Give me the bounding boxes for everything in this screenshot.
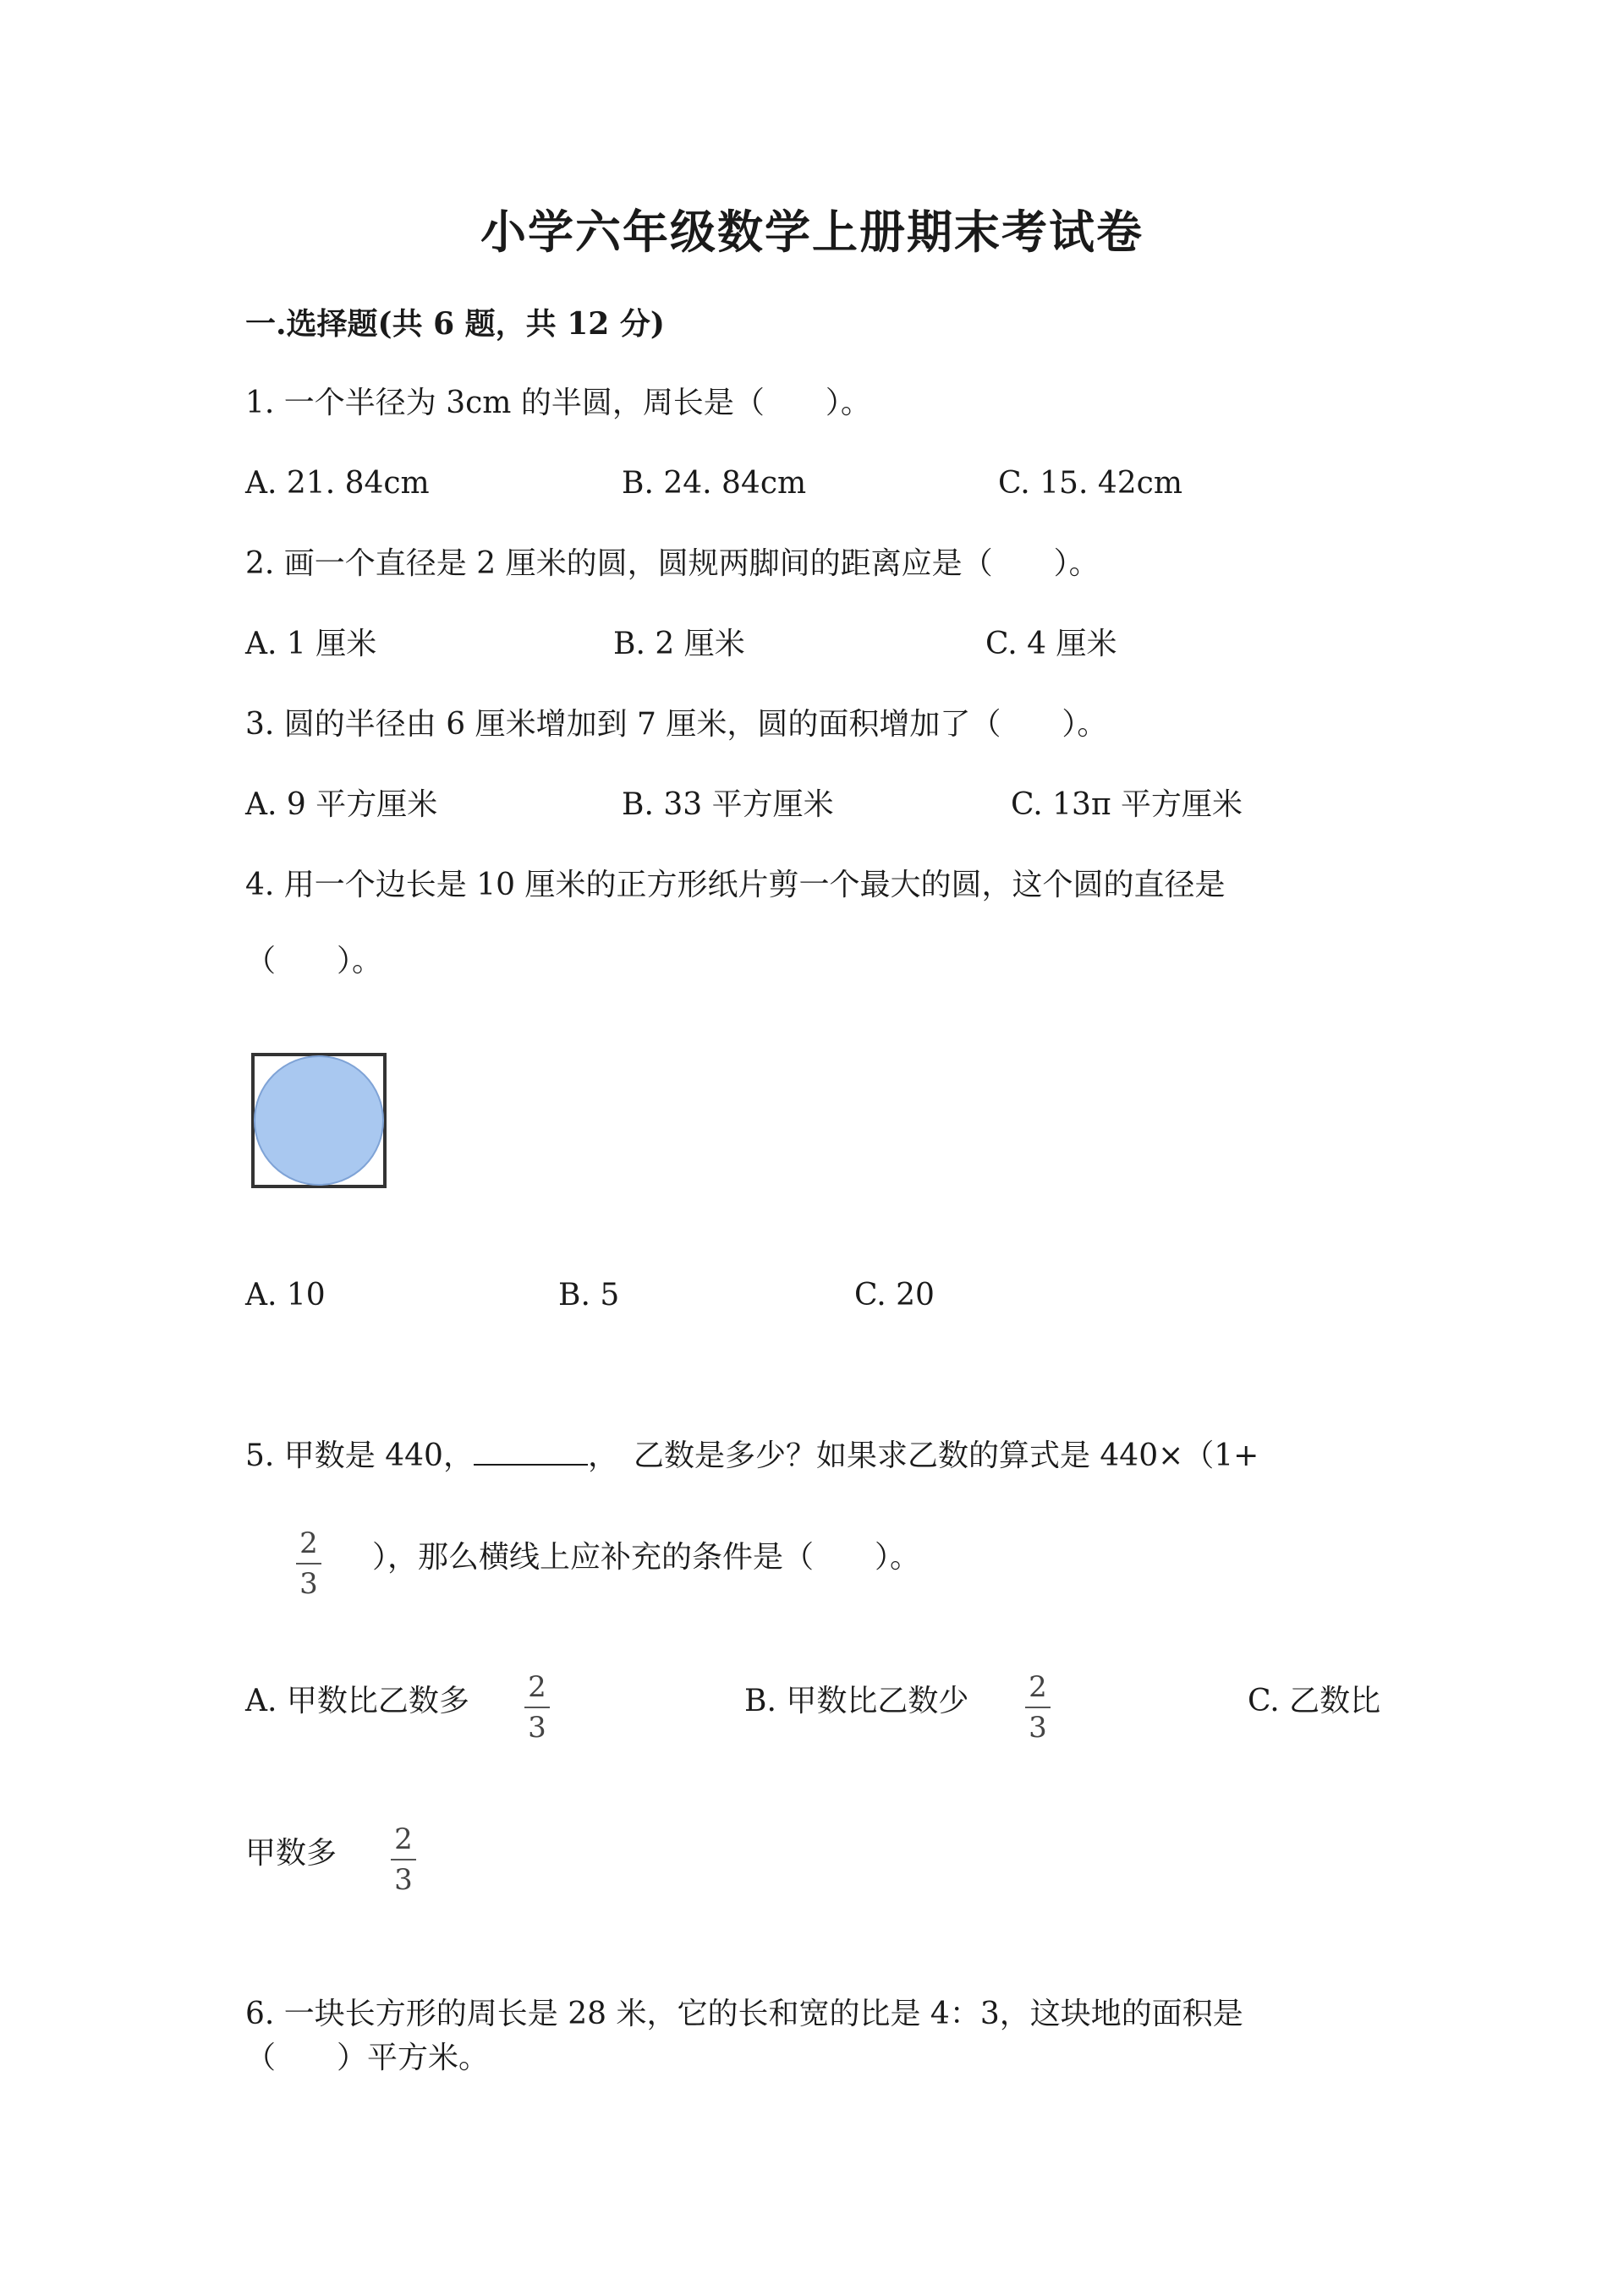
circle-in-square-svg [251, 1053, 388, 1190]
question-5-option-c: C. 乙数比 [1248, 1684, 1381, 1718]
question-5-stem-line1 [245, 1438, 1259, 1475]
option-b-fraction [1025, 1670, 1051, 1745]
question-5-option-c-continued: 甲数多 [245, 1836, 337, 1871]
question-5-stem-part1: 5. 甲数是 440， [245, 1438, 474, 1473]
question-6-stem-line2: （ ）平方米。 [245, 2041, 490, 2075]
option-c-fraction [391, 1822, 416, 1897]
question-3-stem: 3. 圆的半径由 6 厘米增加到 7 厘米，圆的面积增加了（ ）。 [245, 707, 1108, 742]
option-a-fraction [524, 1670, 550, 1745]
fraction-denominator: 3 [1029, 1711, 1047, 1745]
circle-in-square-figure [251, 1053, 388, 1193]
question-1-option-b: B. 24. 84cm [622, 466, 807, 501]
question-4-stem-line2: （ ）。 [245, 944, 383, 978]
question-3-option-b: B. 33 平方厘米 [622, 787, 834, 822]
fraction-denominator: 3 [528, 1711, 546, 1745]
fraction-numerator: 2 [1029, 1670, 1047, 1704]
fill-in-blank-line [474, 1440, 588, 1466]
question-3-option-c: C. 13π 平方厘米 [1011, 787, 1243, 822]
fraction-denominator: 3 [299, 1567, 318, 1601]
page-title: 小学六年级数学上册期末考试卷 [480, 205, 1144, 259]
question-1-option-a: A. 21. 84cm [245, 466, 430, 501]
question-5-option-a: A. 甲数比乙数多 [245, 1684, 469, 1718]
question-2-option-b: B. 2 厘米 [613, 627, 745, 661]
fraction-numerator: 2 [394, 1822, 413, 1856]
question-2-option-a: A. 1 厘米 [245, 627, 377, 661]
question-5-option-b: B. 甲数比乙数少 [744, 1684, 969, 1718]
question-4-option-b: B. 5 [558, 1278, 620, 1312]
question-5-stem-line2: ），那么横线上应补充的条件是（ ）。 [372, 1540, 921, 1575]
fraction-denominator: 3 [394, 1863, 413, 1897]
fraction-numerator: 2 [299, 1526, 318, 1560]
question-1-stem: 1. 一个半径为 3cm 的半圆，周长是（ ）。 [245, 386, 871, 420]
question-4-option-a: A. 10 [245, 1278, 326, 1312]
question-5-fraction [296, 1526, 321, 1601]
question-1-option-c: C. 15. 42cm [998, 466, 1182, 501]
question-2-option-c: C. 4 厘米 [985, 627, 1117, 661]
question-6-stem-line1: 6. 一块长方形的周长是 28 米，它的长和宽的比是 4：3，这块地的面积是 [245, 1997, 1243, 2031]
fraction-numerator: 2 [528, 1670, 546, 1704]
question-3-option-a: A. 9 平方厘米 [245, 787, 438, 822]
question-4-option-c: C. 20 [854, 1278, 935, 1312]
circle-shape [255, 1056, 383, 1185]
section-heading: 一.选择题(共 6 题，共 12 分) [245, 306, 665, 342]
question-4-stem-line1: 4. 用一个边长是 10 厘米的正方形纸片剪一个最大的圆，这个圆的直径是 [245, 868, 1226, 902]
question-5-stem-part2: ， 乙数是多少？如果求乙数的算式是 440×（1+ [587, 1438, 1259, 1473]
question-2-stem: 2. 画一个直径是 2 厘米的圆，圆规两脚间的距离应是（ ）。 [245, 546, 1100, 581]
